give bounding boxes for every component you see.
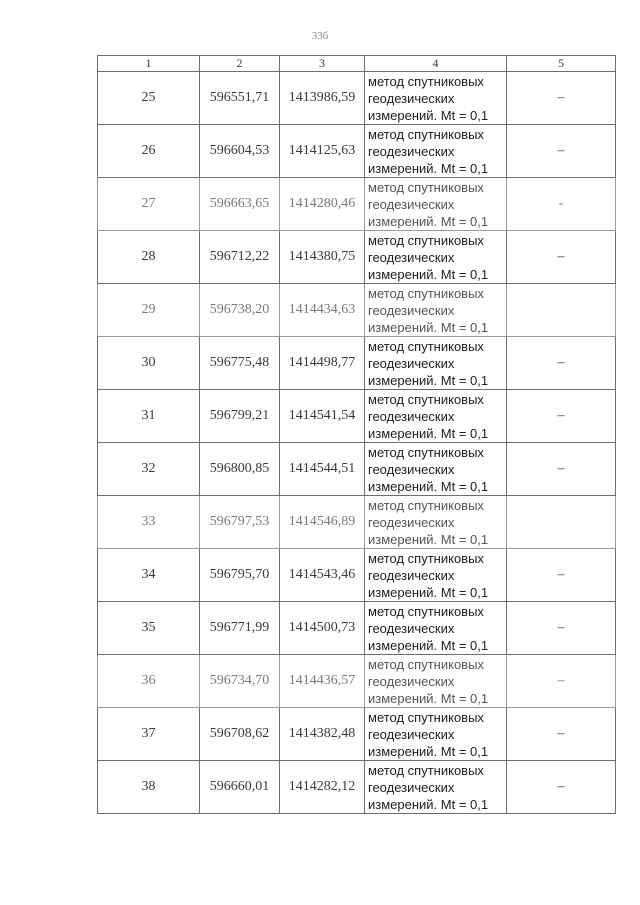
table-row [98,496,616,549]
method-line: метод спутниковых [368,550,484,566]
y-coordinate-cell: 1414434,63 [280,284,365,337]
x-coordinate-cell: 596663,65 [200,178,280,231]
method-line: метод спутниковых [368,656,484,672]
x-coordinate-cell: 596660,01 [200,761,280,814]
x-coordinate-cell: 596795,70 [200,549,280,602]
y-coordinate-cell: 1414382,48 [280,708,365,761]
x-coordinate-cell: 596712,22 [200,231,280,284]
y-coordinate-cell: 1414436,57 [280,655,365,708]
table-row [98,655,616,708]
method-cell [365,443,507,496]
method-cell [365,125,507,178]
y-coordinate-cell: 1414541,54 [280,390,365,443]
method-line: метод спутниковых [368,338,484,354]
table-row [98,549,616,602]
method-line: измерений. Mt = 0,1 [368,531,489,547]
y-coordinate-cell: 1414125,63 [280,125,365,178]
notes-cell: – [507,443,616,496]
table-row [98,178,616,231]
y-coordinate-cell: 1414282,12 [280,761,365,814]
notes-cell: – [507,549,616,602]
method-line: измерений. Mt = 0,1 [368,372,489,388]
method-line: геодезических [368,408,455,424]
point-number-cell: 25 [98,72,200,125]
method-line: метод спутниковых [368,126,484,142]
point-number-cell: 31 [98,390,200,443]
method-line: измерений. Mt = 0,1 [368,266,489,282]
x-coordinate-cell: 596708,62 [200,708,280,761]
header-col-5: 5 [507,56,616,72]
header-col-2: 2 [200,56,280,72]
method-line: измерений. Mt = 0,1 [368,584,489,600]
header-col-3: 3 [280,56,365,72]
point-number-cell: 27 [98,178,200,231]
method-line: геодезических [368,620,455,636]
page-number: 33б [311,30,329,42]
point-number-cell: 29 [98,284,200,337]
method-cell [365,655,507,708]
notes-cell: – [507,761,616,814]
point-number-cell: 38 [98,761,200,814]
notes-cell: – [507,72,616,125]
method-line: геодезических [368,673,455,689]
table-row [98,337,616,390]
method-line: метод спутниковых [368,179,484,195]
table-row [98,390,616,443]
point-number-cell: 26 [98,125,200,178]
method-line: измерений. Mt = 0,1 [368,743,489,759]
method-line: измерений. Mt = 0,1 [368,796,489,812]
notes-cell: – [507,708,616,761]
method-line: измерений. Mt = 0,1 [368,107,489,123]
method-cell [365,708,507,761]
point-number-cell: 32 [98,443,200,496]
method-line: метод спутниковых [368,603,484,619]
notes-cell: – [507,390,616,443]
y-coordinate-cell: 1414380,75 [280,231,365,284]
method-cell [365,337,507,390]
x-coordinate-cell: 596775,48 [200,337,280,390]
coordinates-table [97,55,616,814]
method-line: метод спутниковых [368,497,484,513]
x-coordinate-cell: 596771,99 [200,602,280,655]
method-line: геодезических [368,90,455,106]
method-line: измерений. Mt = 0,1 [368,213,489,229]
method-cell [365,72,507,125]
notes-cell: – [507,602,616,655]
header-row [98,56,616,72]
table-row [98,72,616,125]
y-coordinate-cell: 1414280,46 [280,178,365,231]
y-coordinate-cell: 1414500,73 [280,602,365,655]
method-line: геодезических [368,567,455,583]
method-line: геодезических [368,514,455,530]
method-line: геодезических [368,355,455,371]
method-line: измерений. Mt = 0,1 [368,425,489,441]
x-coordinate-cell: 596800,85 [200,443,280,496]
y-coordinate-cell: 1414498,77 [280,337,365,390]
method-line: метод спутниковых [368,285,484,301]
method-cell [365,602,507,655]
y-coordinate-cell: 1414546,89 [280,496,365,549]
table-row [98,602,616,655]
method-line: измерений. Mt = 0,1 [368,690,489,706]
method-line: метод спутниковых [368,391,484,407]
method-line: метод спутниковых [368,762,484,778]
method-line: метод спутниковых [368,232,484,248]
table-row [98,708,616,761]
y-coordinate-cell: 1414544,51 [280,443,365,496]
point-number-cell: 36 [98,655,200,708]
method-line: геодезических [368,726,455,742]
y-coordinate-cell: 1414543,46 [280,549,365,602]
method-line: геодезических [368,196,455,212]
table-row [98,231,616,284]
notes-cell [507,284,616,337]
y-coordinate-cell: 1413986,59 [280,72,365,125]
method-line: измерений. Mt = 0,1 [368,319,489,335]
header-col-1: 1 [98,56,200,72]
notes-cell: – [507,125,616,178]
notes-cell: – [507,231,616,284]
method-line: геодезических [368,302,455,318]
x-coordinate-cell: 596797,53 [200,496,280,549]
method-line: метод спутниковых [368,444,484,460]
point-number-cell: 33 [98,496,200,549]
method-cell [365,549,507,602]
method-line: метод спутниковых [368,73,484,89]
x-coordinate-cell: 596604,53 [200,125,280,178]
method-cell [365,284,507,337]
table-row [98,761,616,814]
table-body [98,72,616,814]
method-cell [365,178,507,231]
method-line: измерений. Mt = 0,1 [368,637,489,653]
point-number-cell: 28 [98,231,200,284]
method-cell [365,496,507,549]
x-coordinate-cell: 596551,71 [200,72,280,125]
method-cell [365,390,507,443]
table-row [98,443,616,496]
x-coordinate-cell: 596799,21 [200,390,280,443]
point-number-cell: 34 [98,549,200,602]
method-cell [365,231,507,284]
method-line: измерений. Mt = 0,1 [368,478,489,494]
method-line: геодезических [368,779,455,795]
method-line: геодезических [368,461,455,477]
method-line: геодезических [368,249,455,265]
point-number-cell: 37 [98,708,200,761]
method-cell [365,761,507,814]
method-line: метод спутниковых [368,709,484,725]
point-number-cell: 30 [98,337,200,390]
point-number-cell: 35 [98,602,200,655]
table-row [98,284,616,337]
x-coordinate-cell: 596734,70 [200,655,280,708]
notes-cell: – [507,655,616,708]
table-row [98,125,616,178]
method-line: геодезических [368,143,455,159]
notes-cell: – [507,337,616,390]
method-line: измерений. Mt = 0,1 [368,160,489,176]
header-col-4: 4 [365,56,507,72]
notes-cell: - [507,178,616,231]
x-coordinate-cell: 596738,20 [200,284,280,337]
notes-cell [507,496,616,549]
